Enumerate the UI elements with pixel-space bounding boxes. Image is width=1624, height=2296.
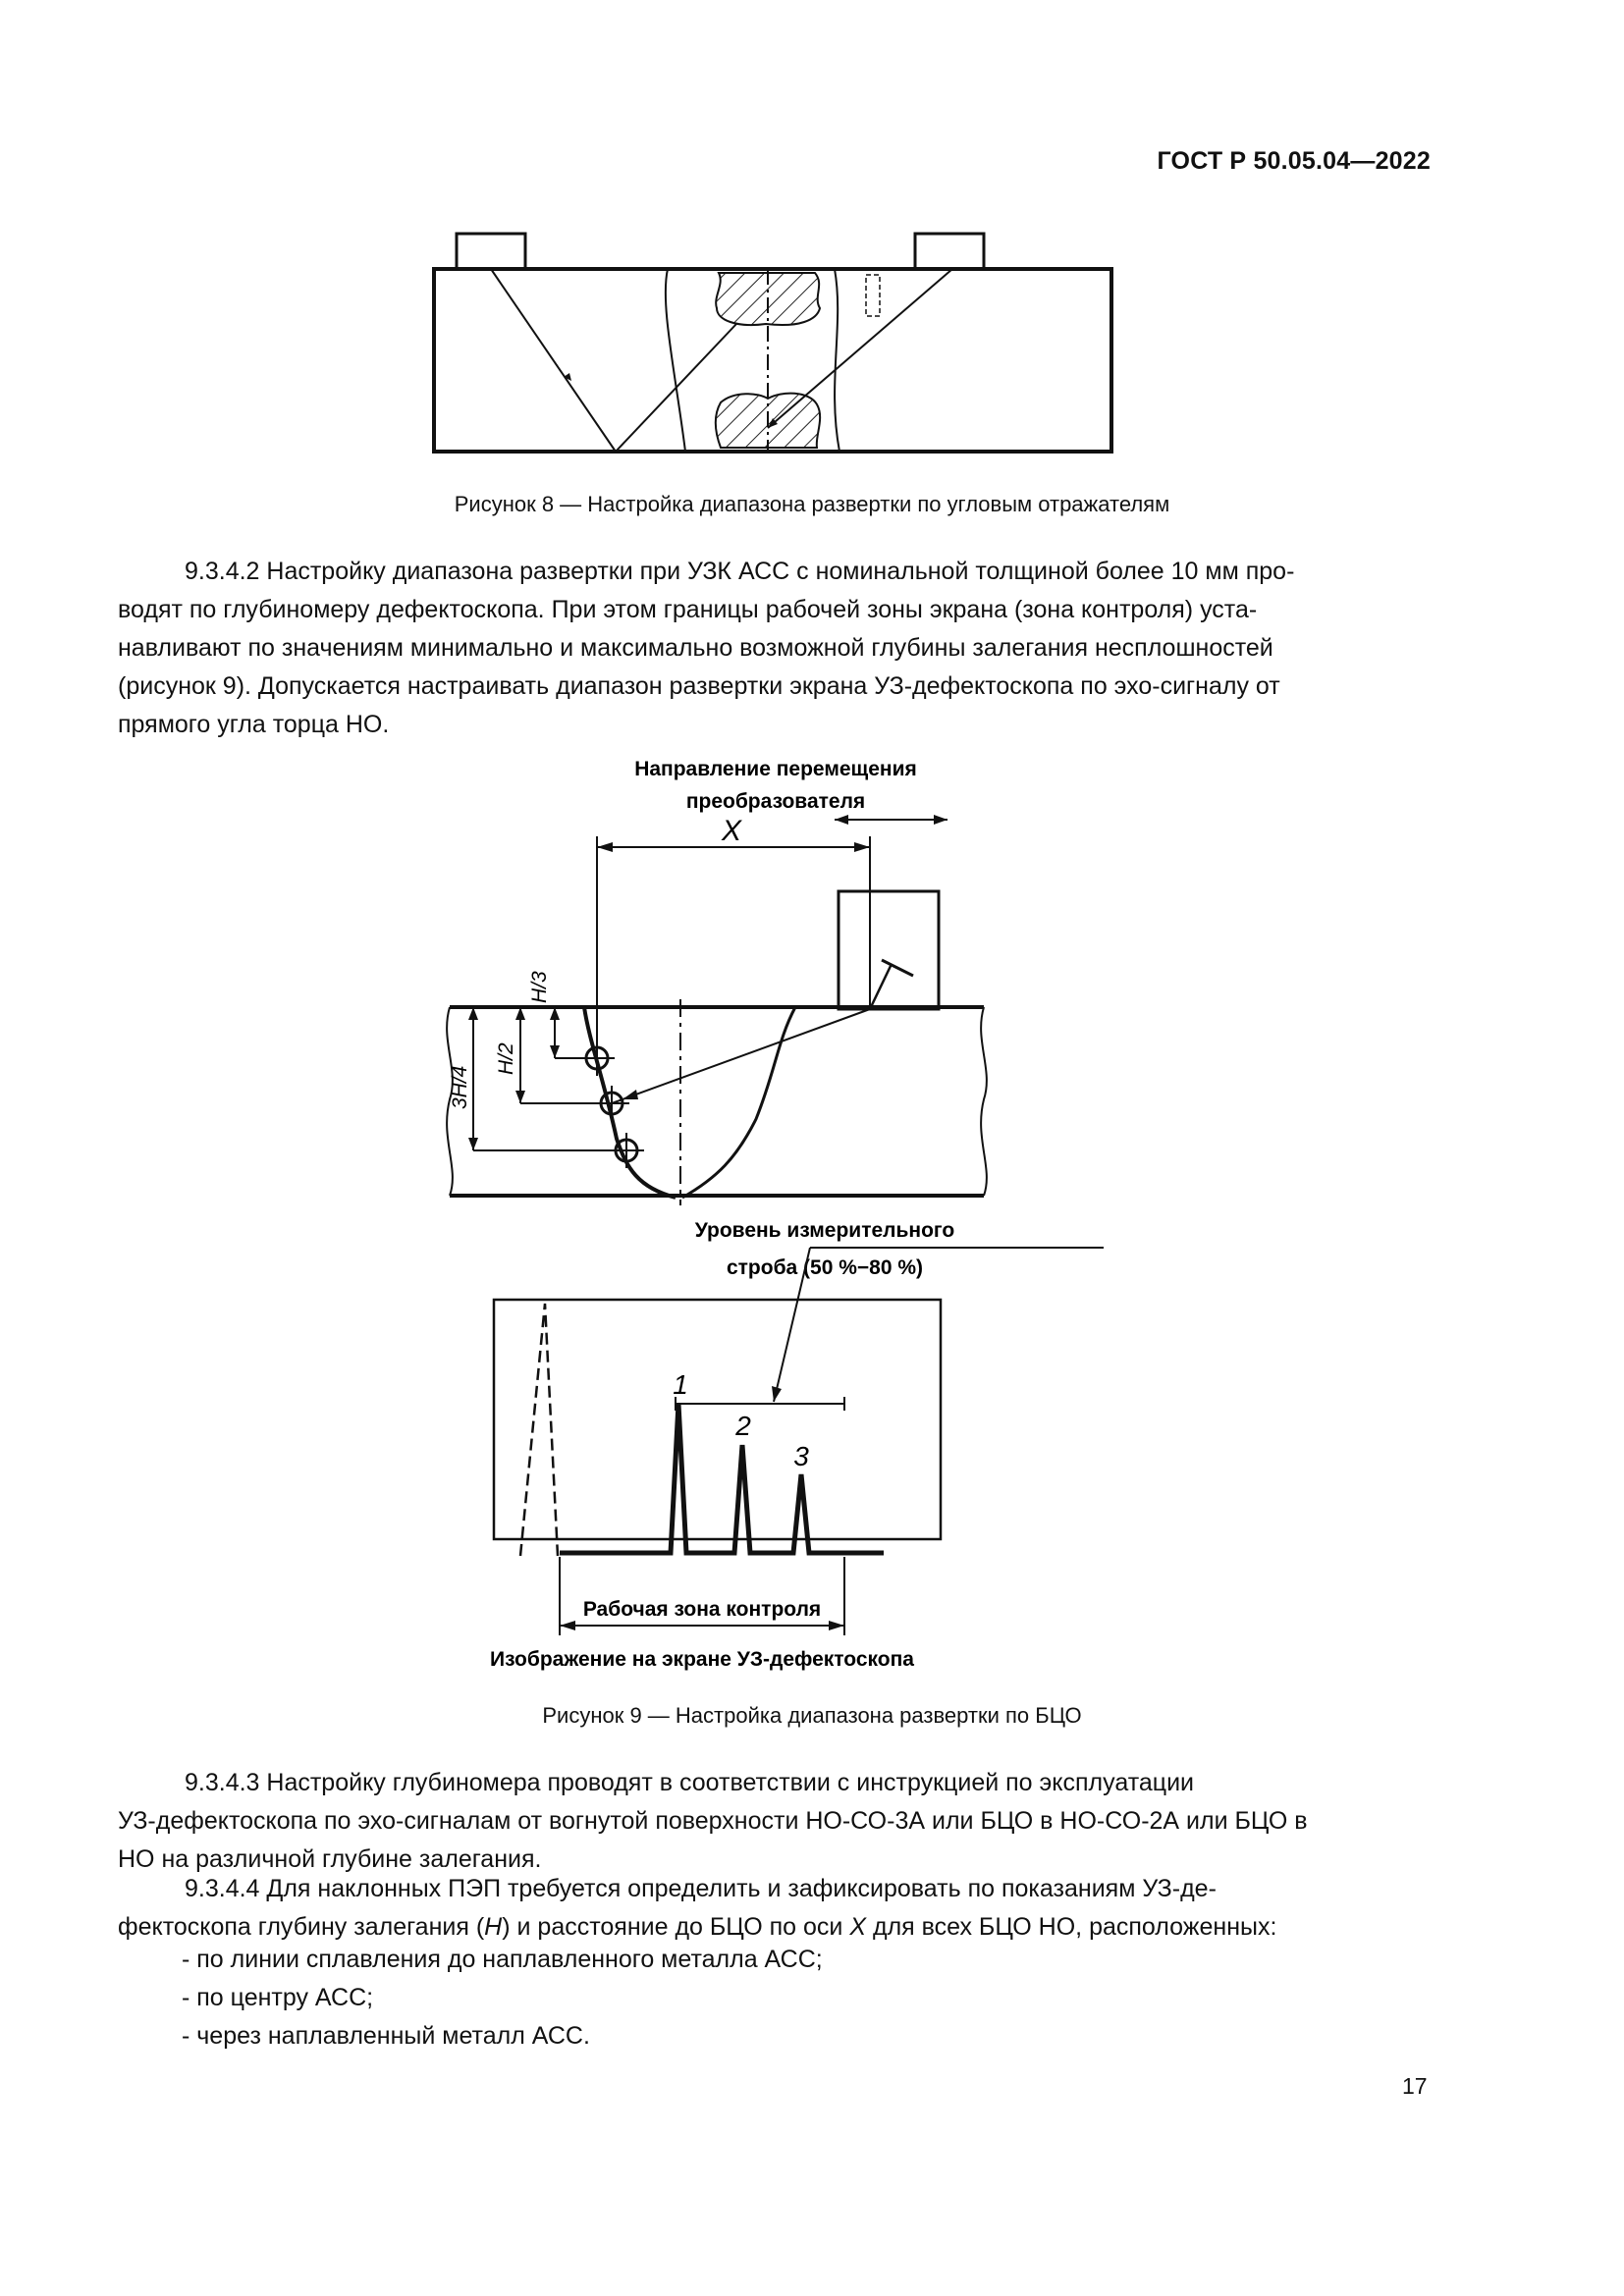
transducer	[839, 891, 939, 1009]
paragraph-9-3-4-2	[118, 553, 1432, 744]
para-line: НО на различной глубине залегания.	[118, 1845, 542, 1873]
para-line: фектоскопа глубину залегания (H) и расстояние до БЦО по оси X для всех БЦО НО, расположенных:	[118, 1913, 1277, 1941]
ultrasonic-beam	[612, 1009, 870, 1103]
para-line: водят по глубиномеру дефектоскопа. При этом границы рабочей зоны экрана (зона контроля) уста-	[118, 596, 1258, 623]
gate-label-2: строба (50 %−80 %)	[726, 1256, 924, 1279]
figure-8-caption: Рисунок 8 — Настройка диапазона развертки по угловым отражателям	[454, 492, 1170, 516]
edge-reflector	[866, 275, 880, 316]
screen-image-label: Изображение на экране УЗ-дефектоскопа	[490, 1648, 914, 1671]
document-header: ГОСТ Р 50.05.04—2022	[1157, 147, 1431, 175]
initial-pulse	[520, 1304, 558, 1556]
h2-label: H/2	[495, 1042, 517, 1075]
gate-label-1: Уровень измерительного	[694, 1219, 955, 1242]
list-item: - по центру АСС;	[182, 1984, 374, 2011]
para-line: 9.3.4.2 Настройку диапазона развертки при УЗК АСС с номинальной толщиной более 10 мм про-	[185, 558, 1295, 585]
h3-label: H/3	[528, 971, 551, 1003]
para-line: 9.3.4.4 Для наклонных ПЭП требуется определить и зафиксировать по показаниям УЗ-де-	[185, 1875, 1217, 1902]
para-line: прямого угла торца НО.	[118, 711, 390, 738]
peak-1-label: 1	[673, 1369, 688, 1400]
figure-9-diagram	[432, 746, 1139, 1688]
page-number: 17	[1402, 2073, 1428, 2099]
para-line: УЗ-дефектоскопа по эхо-сигналам от вогнутой поверхности НО-СО-3А или БЦО в НО-СО-2А или БЦО в	[118, 1807, 1308, 1835]
para-line: навливают по значениям минимально и максимально возможной глубины залегания несплошностей	[118, 634, 1273, 662]
x-label: X	[721, 815, 742, 847]
a-scan-trace	[560, 1404, 884, 1553]
fusion-line-right	[682, 1007, 795, 1198]
figure-9-caption: Рисунок 9 — Настройка диапазона развертки по БЦО	[542, 1703, 1082, 1728]
figure-8-diagram	[422, 226, 1129, 461]
transducer-right	[915, 234, 984, 269]
screen	[494, 1300, 941, 1539]
para-line: (рисунок 9). Допускается настраивать диапазон развертки экрана УЗ-дефектоскопа по эхо-сигналу от	[118, 672, 1280, 700]
paragraph-9-3-4-4	[118, 1870, 1432, 1947]
para-line: 9.3.4.3 Настройку глубиномера проводят в соответствии с инструкцией по эксплуатации	[185, 1769, 1195, 1796]
paragraph-9-3-4-3	[118, 1764, 1432, 1879]
list-item: - через наплавленный металл АСС.	[182, 2022, 590, 2050]
beam-left-down	[491, 269, 616, 452]
transducer-left	[457, 234, 525, 269]
list-item: - по линии сплавления до наплавленного металла АСС;	[182, 1946, 823, 1973]
3h4-label: 3H/4	[449, 1065, 471, 1109]
direction-label-1: Направление перемещения	[634, 758, 917, 780]
peak-3-label: 3	[793, 1441, 809, 1471]
working-zone-label: Рабочая зона контроля	[582, 1598, 822, 1621]
peak-2-label: 2	[735, 1411, 751, 1441]
direction-label-2: преобразователя	[685, 790, 866, 813]
